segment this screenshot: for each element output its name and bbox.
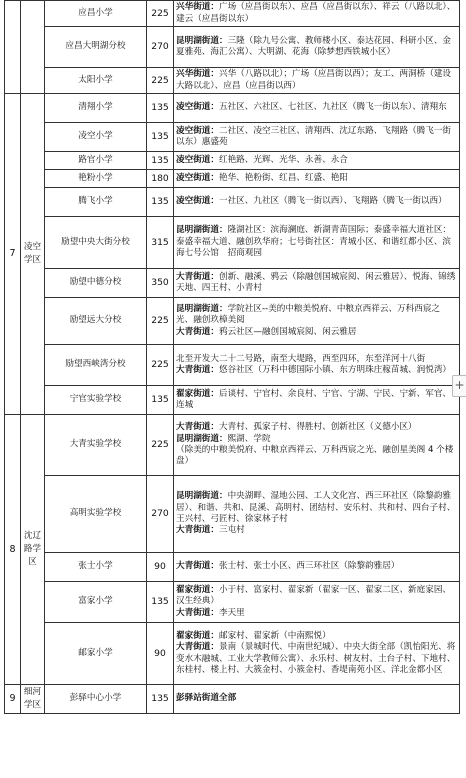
- enrollment-quota: 270: [147, 476, 174, 553]
- community-list: 二社区、凌空三社区、清翔西、沈辽东路、飞翔路（腾飞一街以东）惠盛苑: [176, 125, 452, 147]
- catchment-description: [174, 476, 460, 553]
- zone-table: [4, 0, 460, 714]
- school-name: 路官小学: [45, 152, 147, 170]
- community-list: 五社区、六社区、七社区、九社区（腾飞一街以东）、清翔东: [218, 102, 447, 113]
- enrollment-quota: 350: [147, 269, 174, 298]
- street-name: 兴华街道：: [176, 2, 219, 13]
- community-list: 北至开发大二十二号路，南至大堤路，西至四环，东至洋河十八街: [176, 353, 426, 364]
- catchment-line: [176, 389, 457, 412]
- street-name: 大青街道：: [176, 326, 219, 337]
- table-row: [5, 123, 460, 152]
- community-list: 隆湖社区：滨海澜庭、新湖青苗国际；泰盛幸福大道社区：泰盛幸福大道、融创玖华府；七号街社区：青城小区、和谐红都小区、滨海七号公馆 招商观园: [176, 225, 452, 259]
- catchment-line: [176, 126, 457, 149]
- district-number: 7: [5, 94, 21, 415]
- table-row: [5, 476, 460, 553]
- community-list: 小于村、富家村、翟家新（翟家一区、翟家二区、新庭家园、汉生经典）: [176, 584, 452, 607]
- community-list: 熙湖、学院: [227, 433, 271, 444]
- street-name: 凌空街道：: [176, 102, 219, 113]
- catchment-description: [174, 217, 460, 269]
- school-name: 清翔小学: [45, 94, 147, 123]
- district-number: 8: [5, 415, 21, 685]
- catchment-line: [176, 365, 457, 376]
- table-row: [5, 345, 460, 386]
- street-name: 兴华街道：: [176, 69, 219, 80]
- school-name: 富家小学: [45, 582, 147, 623]
- table-row: [5, 188, 460, 217]
- catchment-line: [176, 491, 457, 525]
- enrollment-quota: 270: [147, 27, 174, 68]
- street-name: 大青街道：: [176, 642, 219, 653]
- catchment-description: [174, 269, 460, 298]
- catchment-line: [176, 445, 457, 468]
- catchment-description: [174, 298, 460, 345]
- district-name: 细河学区: [21, 685, 45, 714]
- table-row: [5, 1, 460, 27]
- catchment-line: [176, 354, 457, 365]
- catchment-line: [176, 585, 457, 608]
- community-list: 学院社区--美的中粮美悦府、中粮京西祥云、万科西宸之光、融创玖樟美阅: [176, 303, 441, 326]
- street-name: 翟家街道：: [176, 388, 219, 399]
- school-name: 邮家小学: [45, 623, 147, 685]
- enrollment-quota: 225: [147, 1, 174, 27]
- enrollment-quota: 135: [147, 123, 174, 152]
- school-name: 大青实验学校: [45, 415, 147, 476]
- catchment-line: [176, 173, 457, 184]
- catchment-description: [174, 386, 460, 415]
- community-list: 红艳路、光辉、光华、永善、永合: [218, 154, 348, 165]
- school-name: 凌空小学: [45, 123, 147, 152]
- street-name: 凌空街道：: [176, 154, 219, 165]
- community-list: 李天里: [218, 607, 245, 618]
- district-name: [21, 1, 45, 94]
- catchment-description: [174, 415, 460, 476]
- enrollment-quota: 225: [147, 345, 174, 386]
- school-name: 应昌小学: [45, 1, 147, 27]
- community-list: 邮家村、翟家新（中南熙悦）: [218, 630, 331, 641]
- table-row: [5, 217, 460, 269]
- table-row: [5, 298, 460, 345]
- enrollment-quota: 135: [147, 685, 174, 714]
- catchment-line: [176, 272, 457, 295]
- street-name: 凌空街道：: [176, 125, 219, 136]
- street-name: 大青街道：: [176, 525, 219, 536]
- school-name: 艳粉小学: [45, 170, 147, 188]
- community-list: 三隆（除九号公寓、教师楼小区、泰达花园、科研小区、金夏雅苑、海汇公寓）、大明湖、花海（除梦想西铁城小区）: [176, 35, 452, 57]
- catchment-line: [176, 225, 457, 259]
- street-name: 昆明湖街道：: [176, 35, 228, 46]
- street-name: 昆明湖街道：: [176, 303, 228, 314]
- enrollment-quota: 225: [147, 68, 174, 94]
- catchment-line: [176, 422, 457, 433]
- enrollment-quota: 135: [147, 188, 174, 217]
- school-name: 励望远大分校: [45, 298, 147, 345]
- table-row: [5, 269, 460, 298]
- enrollment-quota: 225: [147, 298, 174, 345]
- street-name: 彭驿站街道全部: [176, 693, 237, 704]
- community-list: 鸦云社区—融创国城宸阅、闲云雅居: [218, 326, 357, 337]
- catchment-line: [176, 561, 457, 572]
- enrollment-quota: 315: [147, 217, 174, 269]
- catchment-description: [174, 27, 460, 68]
- catchment-line: [176, 69, 457, 92]
- school-name: 励望中德分校: [45, 269, 147, 298]
- street-name: 凌空街道：: [176, 172, 219, 183]
- community-list: 张士村、张士小区、西三环社区（除黎韵雅居）: [218, 561, 400, 572]
- catchment-line: [176, 327, 457, 338]
- table-row: [5, 68, 460, 94]
- street-name: 大青街道：: [176, 561, 219, 572]
- community-list: 大青村、孤家子村、得胜村、创新社区（义德小区）: [218, 422, 417, 433]
- enrollment-quota: 180: [147, 170, 174, 188]
- catchment-line: [176, 36, 457, 59]
- table-row: [5, 623, 460, 685]
- catchment-description: [174, 123, 460, 152]
- table-row: [5, 582, 460, 623]
- street-name: 翟家街道：: [176, 630, 219, 641]
- catchment-description: [174, 582, 460, 623]
- table-row: [5, 386, 460, 415]
- catchment-line: [176, 631, 457, 642]
- catchment-description: [174, 553, 460, 582]
- community-list: 艳华、艳粉街、红昌、红盛、艳阳: [218, 172, 348, 183]
- community-list: 三屯村: [218, 525, 245, 536]
- community-list: 广场（应昌街以东）、应昌（应昌街以东）、祥云（八路以北）、建云（应昌街以东）: [176, 2, 456, 24]
- street-name: 昆明湖街道：: [176, 433, 228, 444]
- school-name: 高明实验学校: [45, 476, 147, 553]
- community-list: （除美的中粮美悦府、中粮京西祥云、万科西宸之光、融创星美阁 4 个楼盘）: [176, 445, 454, 467]
- street-name: 大青街道：: [176, 422, 219, 433]
- catchment-description: [174, 623, 460, 685]
- community-list: 景南（景城时代、中南世纪城）、中央大街全部（凯怡阳光、将变水木融城、工业大学教师公寓）、永乐村、树友村、土台子村、下地村、东桂村、楼上村、大簇金村、小簇金村、香堤南苑小区、洋北金都小区: [176, 642, 456, 675]
- community-list: 兴华（八路以北）；广场（应昌街以西）；友工、两洞桥（建设大路以北）、应昌（应昌街以西）: [176, 69, 452, 91]
- catchment-line: [176, 434, 457, 445]
- community-list: 悠谷社区（万科中德国际小镇、东方明珠庄稼苗城、润悦湾）: [218, 365, 452, 375]
- enrollment-quota: 90: [147, 553, 174, 582]
- catchment-line: [176, 642, 457, 676]
- table-row: [5, 685, 460, 714]
- community-list: 创新、融溪、鸦云（除融创国城宸阅、闲云雅居）、悦海、锦绣天地、四王村、小青村: [176, 271, 456, 293]
- catchment-line: [176, 304, 457, 327]
- table-row: [5, 27, 460, 68]
- school-name: 励望中央大街分校: [45, 217, 147, 269]
- catchment-line: [176, 155, 457, 166]
- school-name: 宁官实验学校: [45, 386, 147, 415]
- district-name: 沈辽路学区: [21, 415, 45, 685]
- catchment-description: [174, 152, 460, 170]
- catchment-description: [174, 68, 460, 94]
- district-number: 9: [5, 685, 21, 714]
- enrollment-quota: 135: [147, 152, 174, 170]
- street-name: 昆明湖街道：: [176, 491, 228, 502]
- school-name: 腾飞小学: [45, 188, 147, 217]
- community-list: 一社区、九社区（腾飞一街以西）、飞翔路（腾飞一街以西）: [218, 196, 447, 207]
- enrollment-quota: 90: [147, 623, 174, 685]
- catchment-description: [174, 94, 460, 123]
- street-name: 昆明湖街道：: [176, 225, 228, 236]
- catchment-line: [176, 693, 457, 704]
- enrollment-quota: 135: [147, 94, 174, 123]
- enrollment-quota: 135: [147, 386, 174, 415]
- table-row: [5, 553, 460, 582]
- table-row: [5, 170, 460, 188]
- enrollment-quota: 225: [147, 415, 174, 476]
- expand-button[interactable]: +: [452, 375, 466, 397]
- enrollment-quota: 135: [147, 582, 174, 623]
- school-name: 太阳小学: [45, 68, 147, 94]
- street-name: 翟家街道：: [176, 584, 219, 595]
- catchment-description: [174, 188, 460, 217]
- street-name: 凌空街道：: [176, 196, 219, 207]
- zone-table-body: [5, 1, 460, 714]
- community-list: 中央湖畔、湿地公园、工人文化宫、西三环社区（除黎韵雅居）、和谐、共和、昆溪、高明村、团结村、安乐村、共和村、四台子村、王兴村、弓匠村、徐家林子村: [176, 491, 456, 524]
- school-name: 应昌大明湖分校: [45, 27, 147, 68]
- catchment-line: [176, 608, 457, 619]
- table-row: [5, 152, 460, 170]
- catchment-description: [174, 685, 460, 714]
- community-list: 后谈村、宁官村、余良村、宁官、宁湖、宁民、宁新、军官、连城: [176, 388, 452, 410]
- catchment-line: [176, 525, 457, 536]
- catchment-line: [176, 102, 457, 113]
- table-row: [5, 94, 460, 123]
- table-row: [5, 415, 460, 476]
- street-name: 大青街道：: [176, 271, 219, 282]
- street-name: 大青街道：: [176, 607, 219, 618]
- school-name: 励望西峡湾分校: [45, 345, 147, 386]
- district-number: [5, 1, 21, 94]
- school-name: 彭驿中心小学: [45, 685, 147, 714]
- street-name: 大青街道：: [176, 365, 219, 375]
- catchment-line: [176, 2, 457, 25]
- district-name: 凌空学区: [21, 94, 45, 415]
- catchment-description: [174, 170, 460, 188]
- school-name: 张士小学: [45, 553, 147, 582]
- catchment-line: [176, 196, 457, 207]
- catchment-description: [174, 1, 460, 27]
- catchment-description: [174, 345, 460, 386]
